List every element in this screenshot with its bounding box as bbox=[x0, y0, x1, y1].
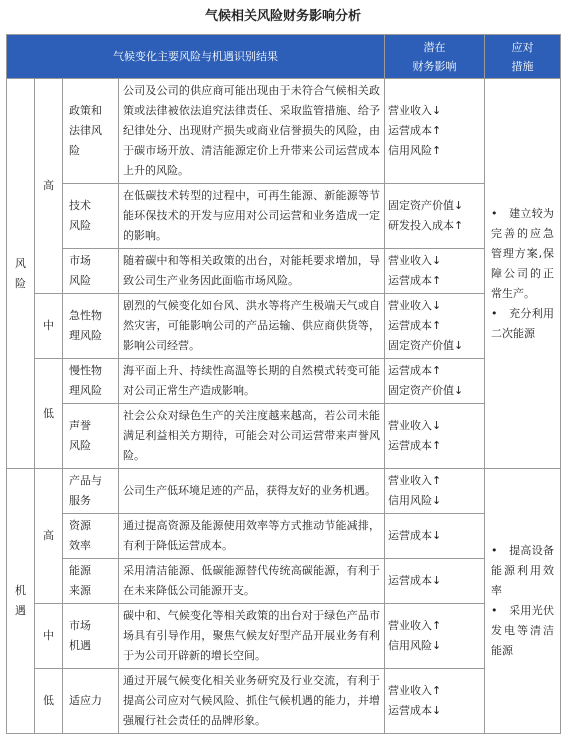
table-row bbox=[7, 669, 561, 734]
table-row bbox=[7, 249, 561, 294]
opportunity-description: 采用清洁能源、低碳能源替代传统高碳能源，有利于在未来降低公司能源开支。 bbox=[119, 559, 385, 604]
opportunity-description: 通过开展气候变化相关业务研究及行业交流，有利于提高公司应对气候风险、抓住气候机遇的能力，并增强履行社会责任的品牌形象。 bbox=[119, 669, 385, 734]
opportunity-level-high: 高 bbox=[35, 469, 63, 604]
risk-name: 声誉 风险 bbox=[63, 404, 119, 469]
risk-description: 社会公众对绿色生产的关注度越来越高，若公司未能满足利益相关方期待，可能会对公司运营带来声誉风险。 bbox=[119, 404, 385, 469]
opportunity-response: • 提高设备能源利用效率 • 采用光伏发电等清洁能源 bbox=[485, 469, 561, 734]
opportunity-level-mid: 中 bbox=[35, 604, 63, 669]
opportunity-description: 碳中和、气候变化等相关政策的出台对于绿色产品市场具有引导作用，聚焦气候友好型产品开展业务有利于为公司开辟新的增长空间。 bbox=[119, 604, 385, 669]
risk-category-label: 风 险 bbox=[7, 79, 35, 469]
opportunity-category-label: 机 遇 bbox=[7, 469, 35, 734]
table-row bbox=[7, 294, 561, 359]
risk-impact: 运营成本↑ 固定资产价值↓ bbox=[385, 359, 485, 404]
table-row bbox=[7, 514, 561, 559]
header-row bbox=[7, 35, 561, 79]
table-row bbox=[7, 469, 561, 514]
risk-name: 技术 风险 bbox=[63, 184, 119, 249]
risk-name: 慢性物 理风险 bbox=[63, 359, 119, 404]
table-row bbox=[7, 559, 561, 604]
opportunity-impact: 运营成本↓ bbox=[385, 559, 485, 604]
risk-impact: 营业收入↓ 运营成本↑ bbox=[385, 249, 485, 294]
risk-name: 市场 风险 bbox=[63, 249, 119, 294]
risk-description: 海平面上升、持续性高温等长期的自然模式转变可能对公司正常生产造成影响。 bbox=[119, 359, 385, 404]
opportunity-name: 市场 机遇 bbox=[63, 604, 119, 669]
risk-description: 随着碳中和等相关政策的出台，对能耗要求增加，导致公司生产业务因此面临市场风险。 bbox=[119, 249, 385, 294]
risk-response: • 建立较为完善的应急管理方案,保障公司的正常生产。 • 充分利用二次能源 bbox=[485, 79, 561, 469]
table-row bbox=[7, 604, 561, 669]
table-row bbox=[7, 359, 561, 404]
risk-name: 急性物 理风险 bbox=[63, 294, 119, 359]
opportunity-level-low: 低 bbox=[35, 669, 63, 734]
header-impact: 潜在 财务影响 bbox=[385, 35, 485, 79]
opportunity-name: 资源 效率 bbox=[63, 514, 119, 559]
opportunity-description: 公司生产低环境足迹的产品，获得友好的业务机遇。 bbox=[119, 469, 385, 514]
table-row bbox=[7, 79, 561, 184]
opportunity-name: 能源 来源 bbox=[63, 559, 119, 604]
opportunity-description: 通过提高资源及能源使用效率等方式推动节能减排，有利于降低运营成本。 bbox=[119, 514, 385, 559]
climate-risk-table bbox=[6, 34, 561, 734]
risk-impact: 营业收入↓ 运营成本↑ bbox=[385, 404, 485, 469]
page-title: 气候相关风险财务影响分析 bbox=[204, 9, 361, 24]
risk-level-mid: 中 bbox=[35, 294, 63, 359]
risk-description: 在低碳技术转型的过程中，可再生能源、新能源等节能环保技术的开发与应用对公司运营和业务造成一定的影响。 bbox=[119, 184, 385, 249]
risk-impact: 营业收入↓ 运营成本↑ 信用风险↑ bbox=[385, 79, 485, 184]
opportunity-name: 适应力 bbox=[63, 669, 119, 734]
opportunity-impact: 营业收入↑ 信用风险↓ bbox=[385, 469, 485, 514]
risk-description: 公司及公司的供应商可能出现由于未符合气候相关政策或法律被依法追究法律责任、采取监管措施、给予纪律处分、出现财产损失或商业信誉损失的风险，由于碳市场开放、清洁能源定价上升带来公司运营成本上升的风险。 bbox=[119, 79, 385, 184]
risk-impact: 营业收入↓ 运营成本↑ 固定资产价值↓ bbox=[385, 294, 485, 359]
risk-impact: 固定资产价值↓ 研发投入成本↑ bbox=[385, 184, 485, 249]
opportunity-impact: 运营成本↓ bbox=[385, 514, 485, 559]
opportunity-impact: 营业收入↑ 信用风险↓ bbox=[385, 604, 485, 669]
opportunity-name: 产品与 服务 bbox=[63, 469, 119, 514]
risk-name: 政策和 法律风 险 bbox=[63, 79, 119, 184]
header-response: 应对 措施 bbox=[485, 35, 561, 79]
risk-level-high: 高 bbox=[35, 79, 63, 294]
table-row bbox=[7, 184, 561, 249]
risk-level-low: 低 bbox=[35, 359, 63, 469]
header-main: 气候变化主要风险与机遇识别结果 bbox=[7, 35, 385, 79]
risk-description: 剧烈的气候变化如台风、洪水等将产生极端天气或自然灾害，可能影响公司的产品运输、供应商供货等，影响公司经营。 bbox=[119, 294, 385, 359]
table-row bbox=[7, 404, 561, 469]
opportunity-impact: 营业收入↑ 运营成本↓ bbox=[385, 669, 485, 734]
